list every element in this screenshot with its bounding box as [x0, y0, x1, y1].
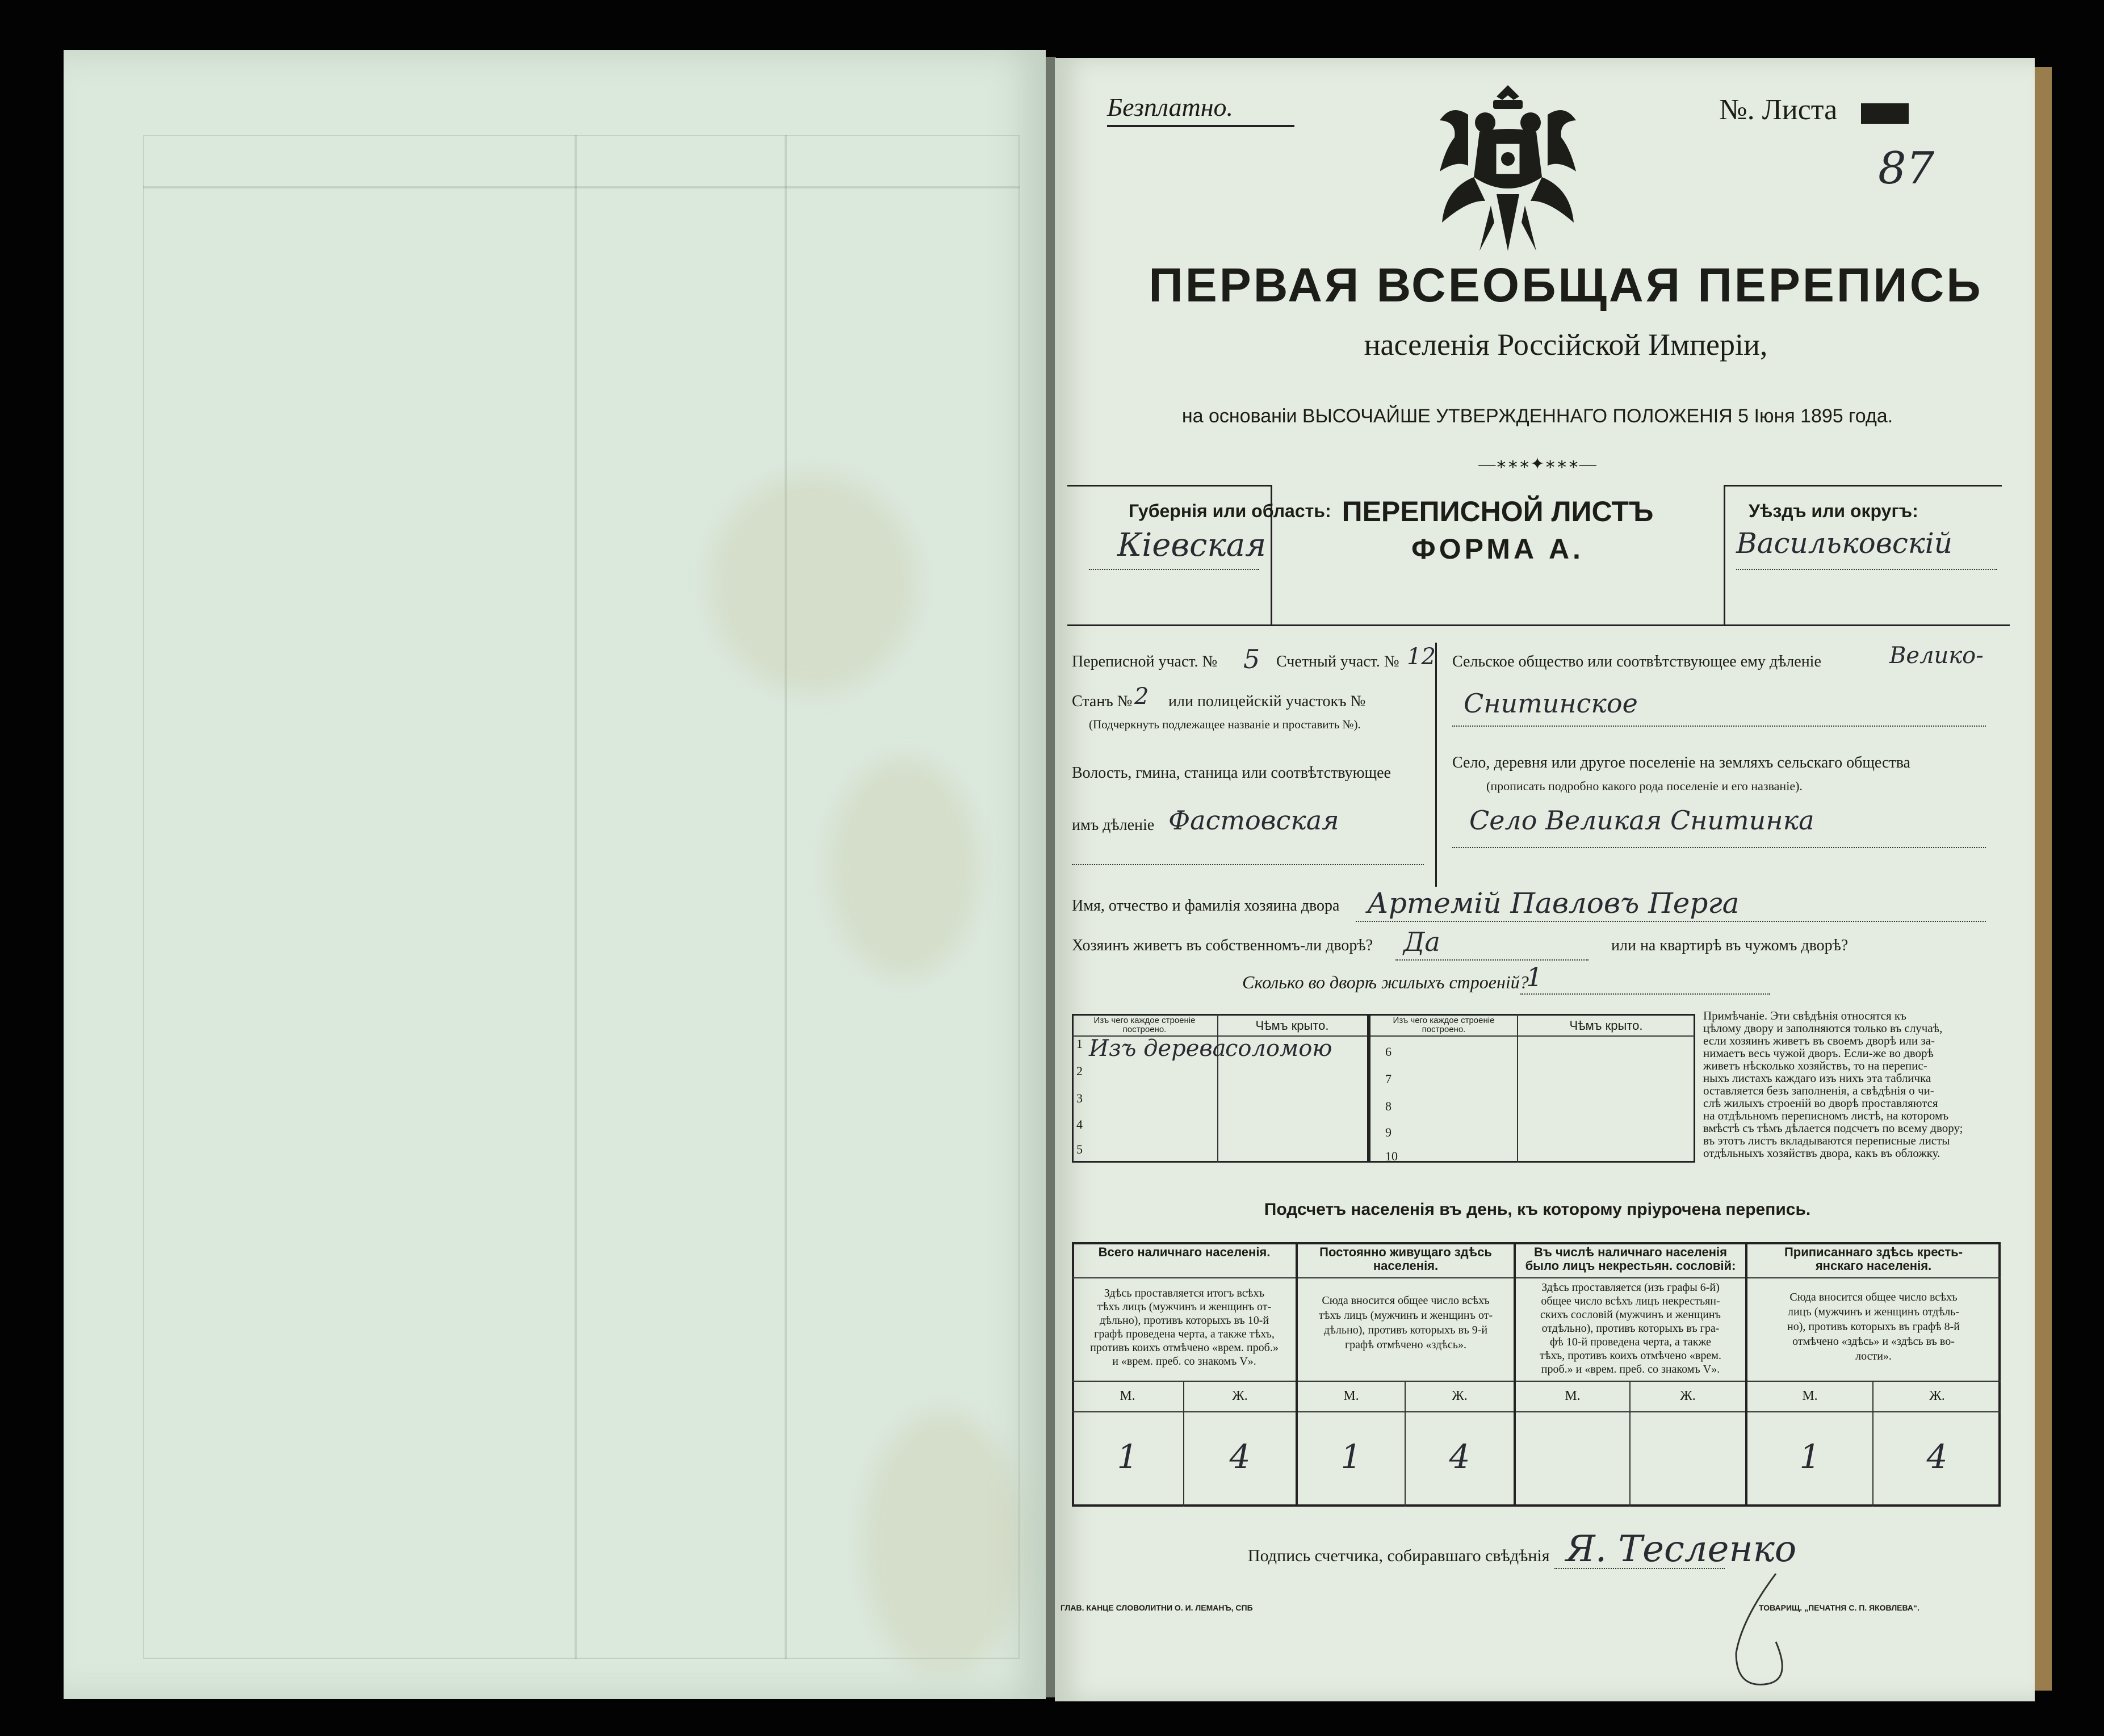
volost-line [1072, 864, 1424, 865]
pop-col-desc-line: но), противъ которыхъ въ графѣ 8-й [1787, 1320, 1960, 1333]
note-line: оставляется безъ заполненія, а свѣдѣнія о чи- [1703, 1084, 1934, 1097]
own-yard-label: Хозяинъ живетъ въ собственномъ-ли дворѣ? [1072, 937, 1373, 954]
imperial-eagle-emblem [1434, 81, 1582, 262]
pop-col-desc-line: дѣльно), противъ которыхъ въ 10-й [1099, 1314, 1269, 1327]
note-line: въ этотъ листъ вкладываются переписные листы [1703, 1134, 1950, 1147]
count-male: 1 [1340, 1437, 1362, 1476]
pop-col-header-line: янскаго населенія. [1815, 1259, 1932, 1273]
village-note: (прописать подробно какого рода поселеніе и его названіе). [1486, 779, 1803, 793]
rule [1072, 1411, 2001, 1412]
female-label: Ж. [1232, 1389, 1248, 1403]
row-roof: соломою [1225, 1035, 1332, 1062]
village-line [1452, 847, 1986, 848]
male-label: М. [1802, 1389, 1818, 1403]
note-line: ныхъ листахъ каждаго изъ нихъ эта табличка [1703, 1071, 1931, 1085]
village-value: Село Великая Снитинка [1469, 805, 1814, 836]
show-through-line [575, 135, 577, 1659]
row-number: 4 [1076, 1117, 1083, 1131]
society-value-2: Снитинское [1464, 688, 1638, 719]
pop-col-desc-line: Здѣсь проставляется итогъ всѣхъ [1104, 1287, 1265, 1299]
sheet-title: ПЕРЕПИСНОЙ ЛИСТЪ [1342, 496, 1654, 527]
row-material: Изъ дерева [1089, 1035, 1226, 1062]
note-line: нимаетъ весь чужой дворъ. Если-же во дворѣ [1703, 1046, 1934, 1060]
page-edge [2035, 67, 2052, 1691]
pop-col-header-line: Въ числѣ наличнаго населенія [1533, 1245, 1727, 1259]
police-note: (Подчеркнуть подлежащее названіе и проставить №). [1089, 718, 1361, 731]
pop-col-desc-line: тѣхъ, противъ коихъ отмѣчено «врем. [1540, 1349, 1721, 1362]
pop-col-desc-line: скихъ сословій (мужчинъ и женщинъ [1540, 1309, 1721, 1321]
pop-col-desc-line: отмѣчено «здѣсь» и «здѣсь въ во- [1792, 1335, 1955, 1348]
col-material-left: Изъ чего каждое строеніе построено. [1093, 1016, 1196, 1034]
volost-label-1: Волость, гмина, станица или соотвѣтствующее [1072, 764, 1391, 782]
owner-name-value: Артемій Павловъ Перга [1367, 887, 1740, 920]
buildings-note [1703, 1009, 1998, 1159]
col-roof-right: Чѣмъ крыто. [1569, 1018, 1643, 1033]
row-number: 10 [1385, 1149, 1398, 1163]
census-form-page [1055, 58, 2035, 1701]
ornament-divider: —∗∗∗✦∗∗∗— [1478, 455, 1596, 473]
row-number: 3 [1076, 1091, 1083, 1105]
pencil-mark [1708, 1568, 1821, 1693]
signature-line [1554, 1568, 1725, 1569]
signature-value: Я. Тесленко [1566, 1528, 1797, 1570]
police-label: или полицейскій участокъ № [1168, 693, 1366, 710]
count-male: 1 [1117, 1437, 1138, 1476]
note-line: Примѣчаніе. Эти свѣдѣнія относятся къ [1703, 1009, 1906, 1022]
location-divider [1435, 643, 1437, 887]
province-label: Губернія или область: [1129, 501, 1331, 521]
pop-col-header [1299, 1246, 1512, 1273]
pop-col-desc-line: тѣхъ лицъ (мужчинъ и женщинъ от- [1318, 1309, 1493, 1322]
province-line [1089, 569, 1259, 570]
form-basis-line: на основаніи ВЫСОЧАЙШЕ УТВЕРЖДЕННАГО ПОЛОЖЕНІЯ 5 Іюня 1895 года. [1181, 405, 1893, 427]
row-number: 7 [1385, 1072, 1392, 1086]
rule [1367, 1014, 1370, 1163]
pop-col-header-line: населенія. [1373, 1259, 1439, 1273]
owner-name-line [1356, 921, 1986, 922]
note-line: на отдѣльномъ переписномъ листѣ, на которомъ [1703, 1109, 1949, 1122]
pop-col-desc-line: общее число всѣхъ лицъ некрестьян- [1541, 1295, 1720, 1307]
pop-col-header-line: было лицъ некрестьян. сословій: [1525, 1259, 1736, 1273]
form-name: ФОРМА А. [1411, 533, 1584, 565]
district-line [1736, 569, 1997, 570]
rule [1072, 1381, 2001, 1382]
pop-col-desc-line: противъ коихъ отмѣчено «врем. проб.» [1090, 1341, 1279, 1354]
pop-col-desc-line: Здѣсь проставляется (изъ графы 6-й) [1541, 1281, 1720, 1294]
rule [1724, 485, 2002, 487]
rented-label: или на квартирѣ въ чужомъ дворѣ? [1611, 937, 1849, 954]
note-line: если хозяинъ живетъ въ своемъ дворѣ или за- [1703, 1034, 1935, 1047]
pop-col-desc-line: Сюда вносится общее число всѣхъ [1789, 1291, 1958, 1303]
buildings-line [1520, 993, 1770, 995]
note-line: слѣ жилыхъ строеній во дворѣ проставляются [1703, 1096, 1938, 1110]
pop-col-desc [1749, 1290, 1998, 1364]
free-label-underline [1107, 125, 1294, 127]
pop-col-header [1517, 1246, 1744, 1273]
row-number: 1 [1076, 1037, 1083, 1051]
show-through-line [143, 186, 1020, 188]
own-yard-value: Да [1403, 926, 1440, 957]
pop-col-desc-line: дѣльно), противъ которыхъ въ 9-й [1323, 1324, 1488, 1336]
form-main-title: ПЕРВАЯ ВСЕОБЩАЯ ПЕРЕПИСЬ [1149, 258, 1983, 312]
village-label: Село, деревня или другое поселеніе на земляхъ сельскаго общества [1452, 754, 1910, 771]
row-number: 8 [1385, 1099, 1392, 1113]
owner-name-label: Имя, отчество и фамилія хозяина двора [1072, 897, 1340, 915]
pop-col-desc-line: графѣ проведена черта, а также тѣхъ, [1094, 1328, 1275, 1340]
population-title: Подсчетъ населенія въ день, къ которому пріурочена перепись. [1264, 1200, 1811, 1219]
pop-col-desc-line: фѣ 10-й проведена черта, а также [1550, 1336, 1711, 1348]
rule [1724, 485, 1725, 626]
volost-label-2: имъ дѣленіе [1072, 816, 1155, 834]
show-through-line [785, 135, 787, 1659]
society-value-1: Велико- [1889, 643, 1984, 669]
free-label: Безплатно. [1107, 93, 1234, 121]
census-section-value: 5 [1243, 644, 1260, 674]
sheet-number-stamp [1861, 103, 1909, 124]
pop-col-header-line: Постоянно живущаго здѣсь [1319, 1245, 1492, 1259]
male-label: М. [1343, 1389, 1359, 1403]
rule [1072, 1277, 2001, 1278]
pop-col-desc [1299, 1293, 1512, 1352]
rule [1067, 485, 1272, 487]
pop-col-desc-line: проб.» и «врем. преб. со знакомъ V». [1541, 1363, 1720, 1376]
census-section-label: Переписной участ. № [1072, 653, 1218, 670]
pop-col-desc-line: отдѣльно), противъ которыхъ въ гра- [1541, 1322, 1720, 1335]
stan-value: 2 [1134, 684, 1149, 710]
col-material-right: Изъ чего каждое строеніе построено. [1393, 1016, 1495, 1034]
male-label: М. [1565, 1389, 1581, 1403]
pop-col-header-line: Приписаннаго здѣсь кресть- [1784, 1245, 1963, 1259]
signature-label: Подпись счетчика, собиравшаго свѣдѣнія [1248, 1546, 1550, 1565]
printer-right: ТОВАРИЩ. „ПЕЧАТНЯ С. П. ЯКОВЛЕВА“. [1759, 1603, 1919, 1612]
printer-left: ГЛАВ. КАНЦЕ СЛОВОЛИТНИ О. И. ЛЕМАНЪ, СПБ [1061, 1603, 1253, 1612]
pop-col-header [1075, 1246, 1293, 1259]
pop-col-desc-line: лицъ (мужчинъ и женщинъ отдѣль- [1788, 1306, 1959, 1318]
note-line: отдѣльныхъ хозяйствъ двора, какъ въ обложку. [1703, 1146, 1940, 1160]
province-value: Кіевская [1117, 527, 1267, 564]
rule [1067, 624, 2010, 626]
pop-col-desc-line: и «врем. преб. со знакомъ V». [1112, 1355, 1256, 1368]
stan-label: Станъ № [1072, 693, 1133, 710]
volost-value: Фастовская [1168, 805, 1339, 836]
pop-col-desc-line: тѣхъ лицъ (мужчинъ и женщинъ от- [1097, 1301, 1272, 1313]
pop-col-desc-line: лости». [1855, 1350, 1892, 1362]
row-number: 6 [1385, 1045, 1392, 1059]
left-page-blank [64, 50, 1046, 1699]
pop-col-desc-line: Сюда вносится общее число всѣхъ [1322, 1294, 1490, 1307]
count-section-value: 12 [1407, 644, 1436, 670]
own-yard-line [1395, 959, 1589, 961]
pop-col-desc [1517, 1281, 1744, 1376]
pop-col-header [1749, 1246, 1998, 1273]
female-label: Ж. [1929, 1389, 1945, 1403]
note-line: цѣлому двору и заполняются только въ случаѣ, [1703, 1021, 1943, 1035]
paper-stain [830, 760, 978, 975]
row-number: 5 [1076, 1142, 1083, 1156]
count-female: 4 [1449, 1437, 1470, 1476]
rule [1514, 1242, 1516, 1507]
paper-stain [864, 1412, 1023, 1674]
pop-col-desc-line: графѣ отмѣчено «здѣсь». [1344, 1339, 1467, 1351]
female-label: Ж. [1452, 1389, 1468, 1403]
buildings-value: 1 [1526, 962, 1543, 992]
female-label: Ж. [1680, 1389, 1696, 1403]
society-label: Сельское общество или соотвѣтствующее ему дѣленіе [1452, 653, 1821, 670]
buildings-label: Сколько во дворѣ жилыхъ строеній? [1242, 972, 1529, 992]
district-label: Уѣздъ или округъ: [1749, 501, 1918, 521]
count-female: 4 [1926, 1437, 1948, 1476]
sheet-number-label: №. Листа [1719, 94, 1838, 126]
row-number: 2 [1076, 1064, 1083, 1078]
count-male: 1 [1799, 1437, 1821, 1476]
form-subtitle: населенія Россійской Имперіи, [1364, 328, 1768, 362]
count-female: 4 [1229, 1437, 1251, 1476]
rule [1517, 1014, 1518, 1163]
sheet-number-handwritten: 87 [1878, 143, 1935, 194]
col-roof-left: Чѣмъ крыто. [1255, 1018, 1329, 1033]
society-line [1452, 726, 1986, 727]
male-label: М. [1120, 1389, 1135, 1403]
pop-col-desc [1075, 1286, 1293, 1368]
paper-stain [711, 476, 915, 691]
pop-col-header-line: Всего наличнаго населенія. [1098, 1245, 1271, 1259]
note-line: вмѣстѣ съ тѣмъ дѣлается подсчетъ по всему двору; [1703, 1121, 1963, 1135]
count-section-label: Счетный участ. № [1276, 653, 1399, 670]
row-number: 9 [1385, 1125, 1392, 1139]
district-value: Васильковскій [1736, 527, 1952, 560]
note-line: живетъ нѣсколько хозяйствъ, то на перепис- [1703, 1059, 1927, 1072]
